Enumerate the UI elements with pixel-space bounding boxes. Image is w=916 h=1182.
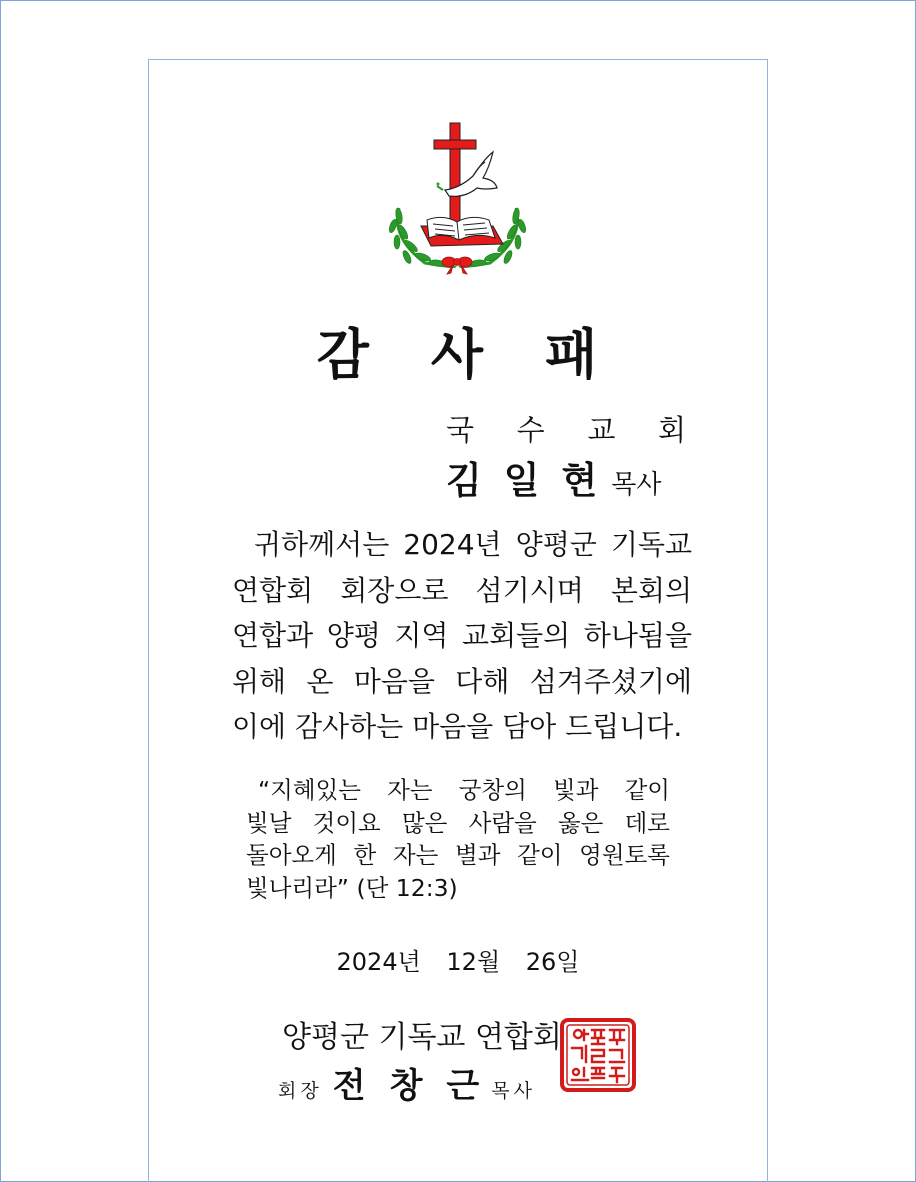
recipient-church (446, 408, 686, 449)
body-line: 위해 온 마음을 다해 섬겨주셨기에 (232, 664, 692, 698)
title-char: 사 (430, 323, 486, 386)
issuer-role: 회장 (278, 1080, 323, 1102)
recipient-name: 김일현 (446, 459, 620, 502)
dove-icon (437, 152, 498, 196)
church-char: 수 (516, 413, 545, 447)
church-char: 교 (587, 413, 616, 447)
issuer-suffix: 목사 (491, 1080, 536, 1102)
body-line: 연합과 양평 지역 교회들의 하나됨을 (232, 619, 692, 652)
verse-line: “지혜있는 자는 궁창의 빛과 같이 (258, 776, 670, 804)
bible-icon (421, 217, 503, 246)
ribbon-icon (442, 257, 472, 274)
church-emblem (385, 118, 530, 278)
issuer-name: 전창근 (332, 1066, 504, 1106)
recipient-suffix: 목사 (611, 470, 662, 500)
title-char: 패 (545, 323, 600, 386)
church-char: 회 (657, 413, 686, 447)
scripture-verse (246, 774, 670, 904)
body-line: 이에 감사하는 마음을 담아 드립니다. (232, 710, 683, 743)
citation-body (232, 522, 692, 750)
church-char: 국 (446, 413, 475, 447)
award-date: 2024년 12월 26일 (336, 948, 580, 976)
seal-stamp (560, 1018, 636, 1092)
title-char: 감 (316, 323, 371, 386)
plaque-title (148, 312, 768, 389)
verse-line: 빛나리라” (단 12:3) (246, 873, 458, 902)
body-line: 연합회 회장으로 섬기시며 본회의 (232, 573, 692, 607)
body-line: 귀하께서는 2024년 양평군 기독교 (254, 528, 692, 561)
cross-icon (434, 123, 476, 228)
issuer-organization: 양평군 기독교 연합회 (282, 1020, 562, 1055)
verse-line: 돌아오게 한 자는 별과 같이 영원토록 (246, 841, 670, 869)
recipient-name-line (446, 450, 686, 502)
issuer-signature-line (278, 1058, 536, 1107)
verse-line: 빛날 것이요 많은 사람을 옳은 데로 (246, 808, 670, 837)
